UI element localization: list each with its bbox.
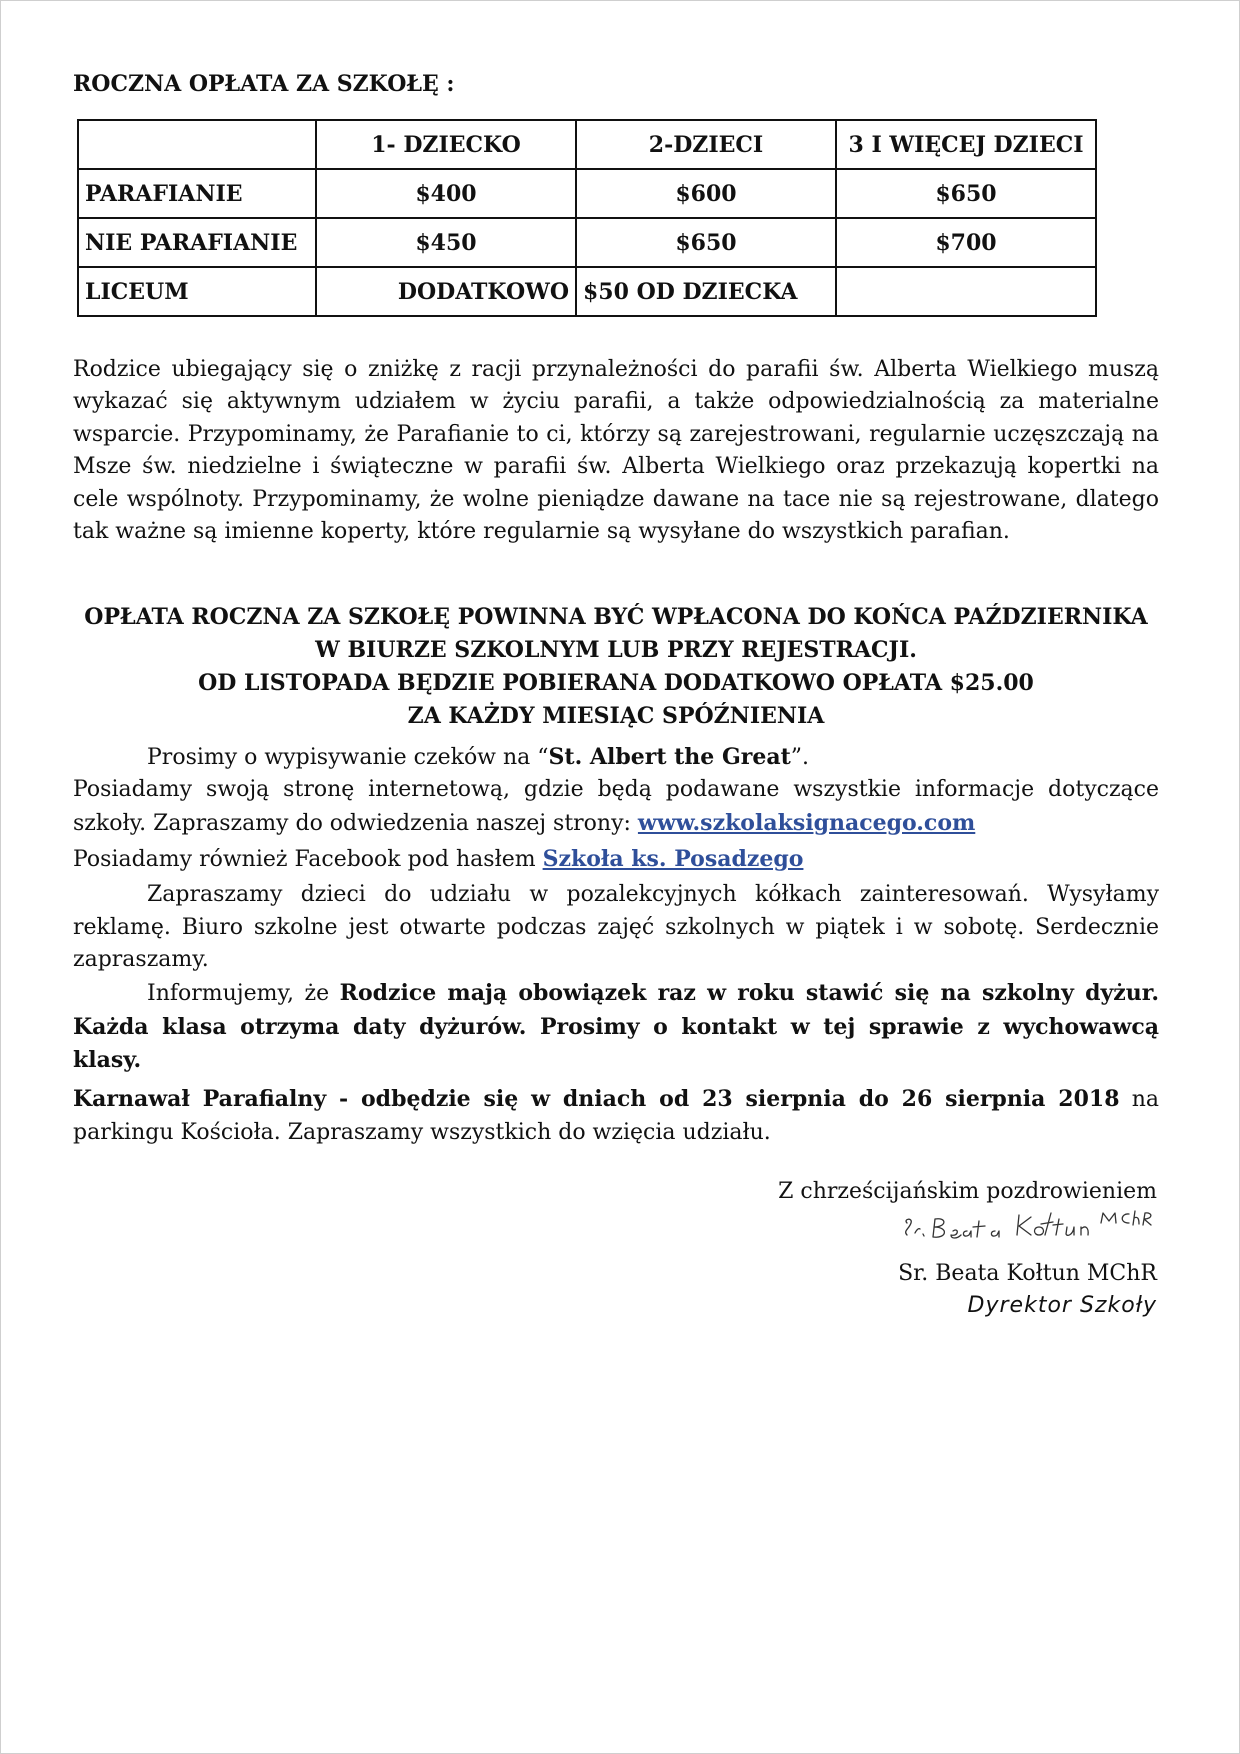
carnival-paragraph xyxy=(73,1083,1159,1149)
fee-cell: $450 xyxy=(316,218,576,267)
checks-paragraph xyxy=(73,741,1159,775)
duty-paragraph xyxy=(73,977,1159,1078)
table-row xyxy=(78,267,1096,316)
carnival-bold-text: Karnawał Parafialny - odbędzie się w dniach od 23 sierpnia do 26 sierpnia 2018 xyxy=(73,1086,1120,1112)
website-text: Posiadamy swoją stronę internetową, gdzie będą podawane wszystkie informacje dotyczące szkoły. Zapraszamy do odwiedzenia naszej strony: xyxy=(73,777,1159,836)
table-header-row xyxy=(78,120,1096,169)
table-row xyxy=(78,169,1096,218)
table-header-cell xyxy=(78,120,316,169)
checks-suffix: ”. xyxy=(790,745,809,770)
fee-cell xyxy=(836,267,1096,316)
facebook-link[interactable]: Szkoła ks. Posadzego xyxy=(542,846,804,872)
fee-cell: $600 xyxy=(576,169,836,218)
checks-text: Prosimy o wypisywanie czeków na “ xyxy=(147,745,549,770)
activities-paragraph: Zapraszamy dzieci do udziału w pozalekcyjnych kółkach zainteresowań. Wysyłamy reklamę. Biuro szkolne jest otwarte podczas zajęć szkolnych w piątek i w sobotę. Serdecznie zapraszamy. xyxy=(73,882,1159,972)
facebook-paragraph xyxy=(73,843,1159,877)
signatory-name: Sr. Beata Kołtun MChR xyxy=(898,1261,1157,1286)
row-label: PARAFIANIE xyxy=(78,169,316,218)
table-header-cell: 3 I WIĘCEJ DZIECI xyxy=(836,120,1096,169)
fees-table xyxy=(77,119,1097,317)
duty-bold-text: Rodzice mają obowiązek raz w roku stawić się na szkolny dyżur. Każda klasa otrzyma daty dyżurów. Prosimy o kontakt w tej sprawie z wychowawcą klasy. xyxy=(73,980,1159,1073)
payment-notice xyxy=(73,601,1159,733)
row-label: LICEUM xyxy=(78,267,316,316)
closing-greeting: Z chrześcijańskim pozdrowieniem xyxy=(778,1179,1157,1204)
fee-cell: $650 xyxy=(836,169,1096,218)
duty-text: Informujemy, że xyxy=(147,981,340,1006)
notice-line: ZA KAŻDY MIESIĄC SPÓŹNIENIA xyxy=(407,703,825,729)
fee-cell: DODATKOWO xyxy=(316,267,576,316)
website-paragraph xyxy=(73,774,1159,840)
signature-image xyxy=(901,1209,1161,1253)
table-row xyxy=(78,218,1096,267)
fees-heading: ROCZNA OPŁATA ZA SZKOŁĘ : xyxy=(73,71,455,97)
discount-paragraph: Rodzice ubiegający się o zniżkę z racji przynależności do parafii św. Alberta Wielkiego muszą wykazać się aktywnym udziałem w życiu parafii, a także odpowiedzialnością za materialne wsparcie. Przypominamy, że Parafianie to ci, którzy są zarejestrowani, regularnie uczęszczają na Msze św. niedzielne i świąteczne w parafii św. Alberta Wielkiego oraz przekazują kopertki na cele wspólnoty. Przypominamy, że wolne pieniądze dawane na tace nie są rejestrowane, dlatego tak ważne są imienne koperty, które regularnie są wysyłane do wszystkich parafian. xyxy=(73,357,1159,545)
signatory-role: Dyrektor Szkoły xyxy=(967,1293,1157,1318)
notice-line: OD LISTOPADA BĘDZIE POBIERANA DODATKOWO OPŁATA $25.00 xyxy=(198,670,1034,696)
notice-line: W BIURZE SZKOLNYM LUB PRZY REJESTRACJI. xyxy=(315,637,917,663)
table-header-cell: 2-DZIECI xyxy=(576,120,836,169)
row-label: NIE PARAFIANIE xyxy=(78,218,316,267)
fee-cell: $50 OD DZIECKA xyxy=(576,267,836,316)
carnival-text: na parkingu Kościoła. Zapraszamy wszystkich do wzięcia udziału. xyxy=(73,1087,1159,1145)
table-header-cell: 1- DZIECKO xyxy=(316,120,576,169)
fee-cell: $400 xyxy=(316,169,576,218)
fee-cell: $650 xyxy=(576,218,836,267)
notice-line: OPŁATA ROCZNA ZA SZKOŁĘ POWINNA BYĆ WPŁACONA DO KOŃCA PAŹDZIERNIKA xyxy=(84,604,1148,630)
facebook-text: Posiadamy również Facebook pod hasłem xyxy=(73,847,543,872)
fee-cell: $700 xyxy=(836,218,1096,267)
checks-payee: St. Albert the Great xyxy=(548,744,791,770)
website-link[interactable]: www.szkolaksignacego.com xyxy=(637,809,976,836)
